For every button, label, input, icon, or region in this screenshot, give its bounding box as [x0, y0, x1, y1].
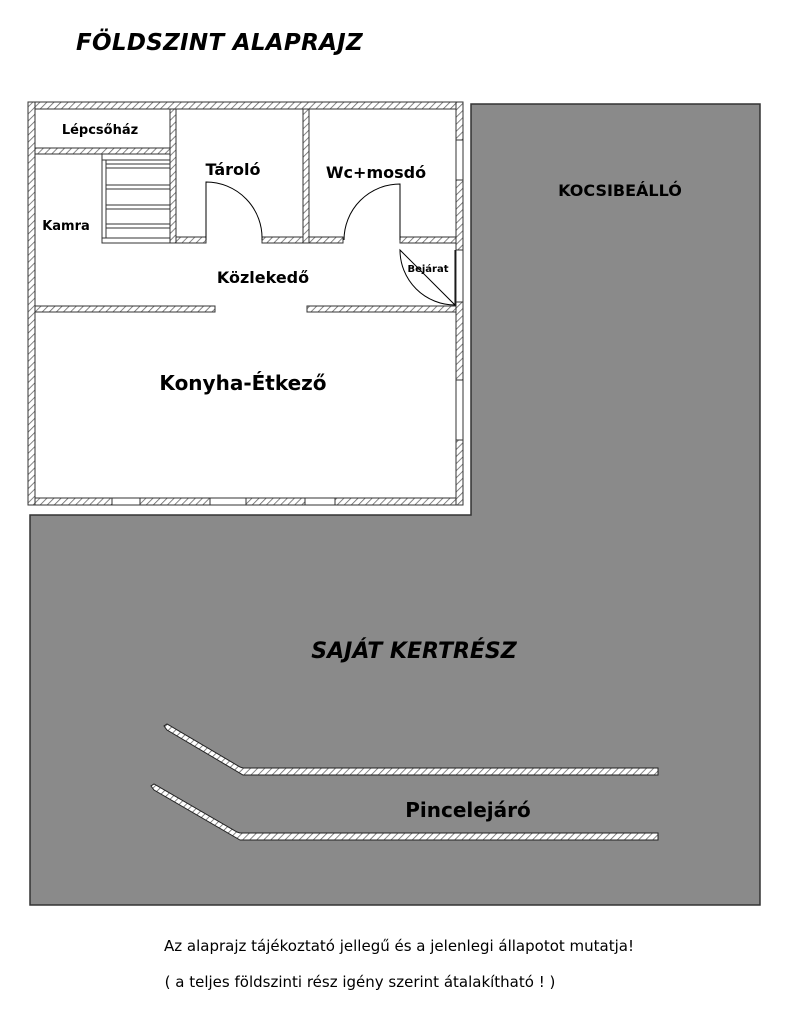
label-pantry: Kamra	[42, 219, 90, 234]
label-kitchen: Konyha-Étkező	[159, 371, 327, 395]
label-carport: KOCSIBEÁLLÓ	[558, 181, 682, 200]
label-garden: SAJÁT KERTRÉSZ	[311, 639, 517, 664]
disclaimer-line-2: ( a teljes földszinti rész igény szerint átalakítható ! )	[164, 973, 556, 991]
disclaimer-line-1: Az alaprajz tájékoztató jellegű és a jelenlegi állapotot mutatja!	[164, 937, 634, 955]
stairs	[102, 154, 170, 243]
label-hallway: Közlekedő	[216, 268, 310, 287]
label-stairwell: Lépcsőház	[61, 123, 139, 138]
label-entrance: Bejárat	[407, 264, 449, 275]
label-cellar: Pincelejáró	[405, 798, 531, 822]
label-storage: Tároló	[205, 160, 261, 179]
window-openings	[112, 140, 463, 505]
plan-title: FÖLDSZINT ALAPRAJZ	[76, 30, 364, 56]
label-wc: Wc+mosdó	[325, 163, 427, 182]
